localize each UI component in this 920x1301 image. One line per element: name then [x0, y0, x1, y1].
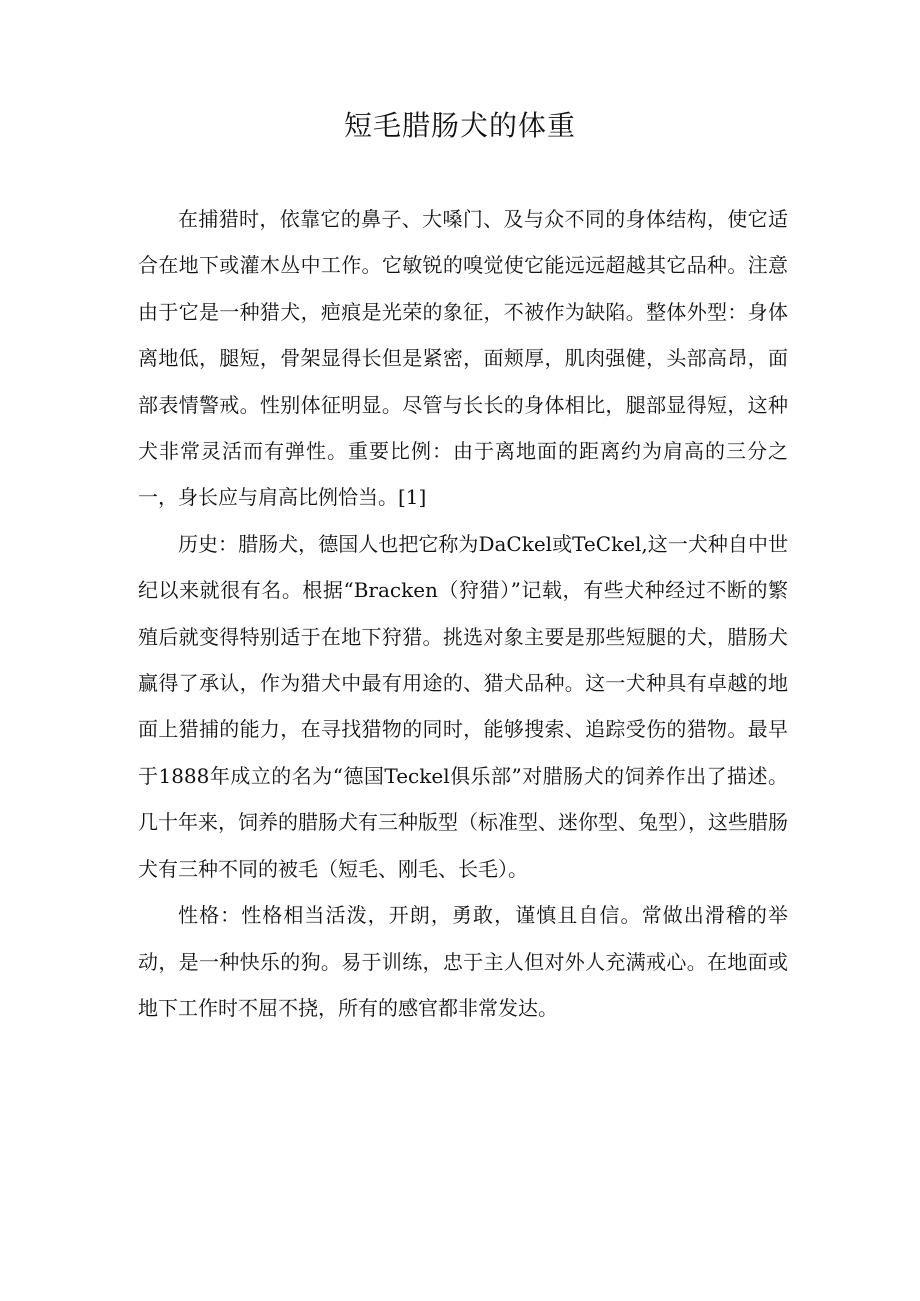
paragraph-temperament: 性格：性格相当活泼，开朗，勇敢，谨慎且自信。常做出滑稽的举动，是一种快乐的狗。易于训练，忠于主人但对外人充满戒心。在地面或地下工作时不屈不挠，所有的感官都非常发达。 — [138, 903, 788, 1020]
paragraph-history: 历史：腊肠犬，德国人也把它称为DaCkel或TeCkel,这一犬种自中世纪以来就很有名。根据“Bracken（狩猎）”记载，有些犬种经过不断的繁殖后就变得特别适于在地下狩猎。挑选对象主要是那些短腿的犬，腊肠犬赢得了承认，作为猎犬中最有用途的、猎犬品种。这一犬种具有卓越的地面上猎捕的能力，在寻找猎物的同时，能够搜索、追踪受伤的猎物。最早于1888年成立的名为“德国Teckel俱乐部”对腊肠犬的饲养作出了描述。几十年来，饲养的腊肠犬有三种版型（标准型、迷你型、兔型），这些腊肠犬有三种不同的被毛（短毛、刚毛、长毛）。 — [138, 531, 788, 881]
document-title: 短毛腊肠犬的体重 — [343, 109, 576, 142]
paragraph-description: 在捕猎时，依靠它的鼻子、大嗓门、及与众不同的身体结构，使它适合在地下或灌木丛中工作。它敏锐的嗅觉使它能远远超越其它品种。注意由于它是一种猎犬，疤痕是光荣的象征，不被作为缺陷。整体外型：身体离地低，腿短，骨架显得长但是紧密，面颊厚，肌肉强健，头部高昂，面部表情警戒。性别体征明显。尽管与长长的身体相比，腿部显得短，这种犬非常灵活而有弹性。重要比例：由于离地面的距离约为肩高的三分之一，身长应与肩高比例恰当。[1] — [138, 207, 788, 510]
document-body — [138, 196, 788, 1031]
